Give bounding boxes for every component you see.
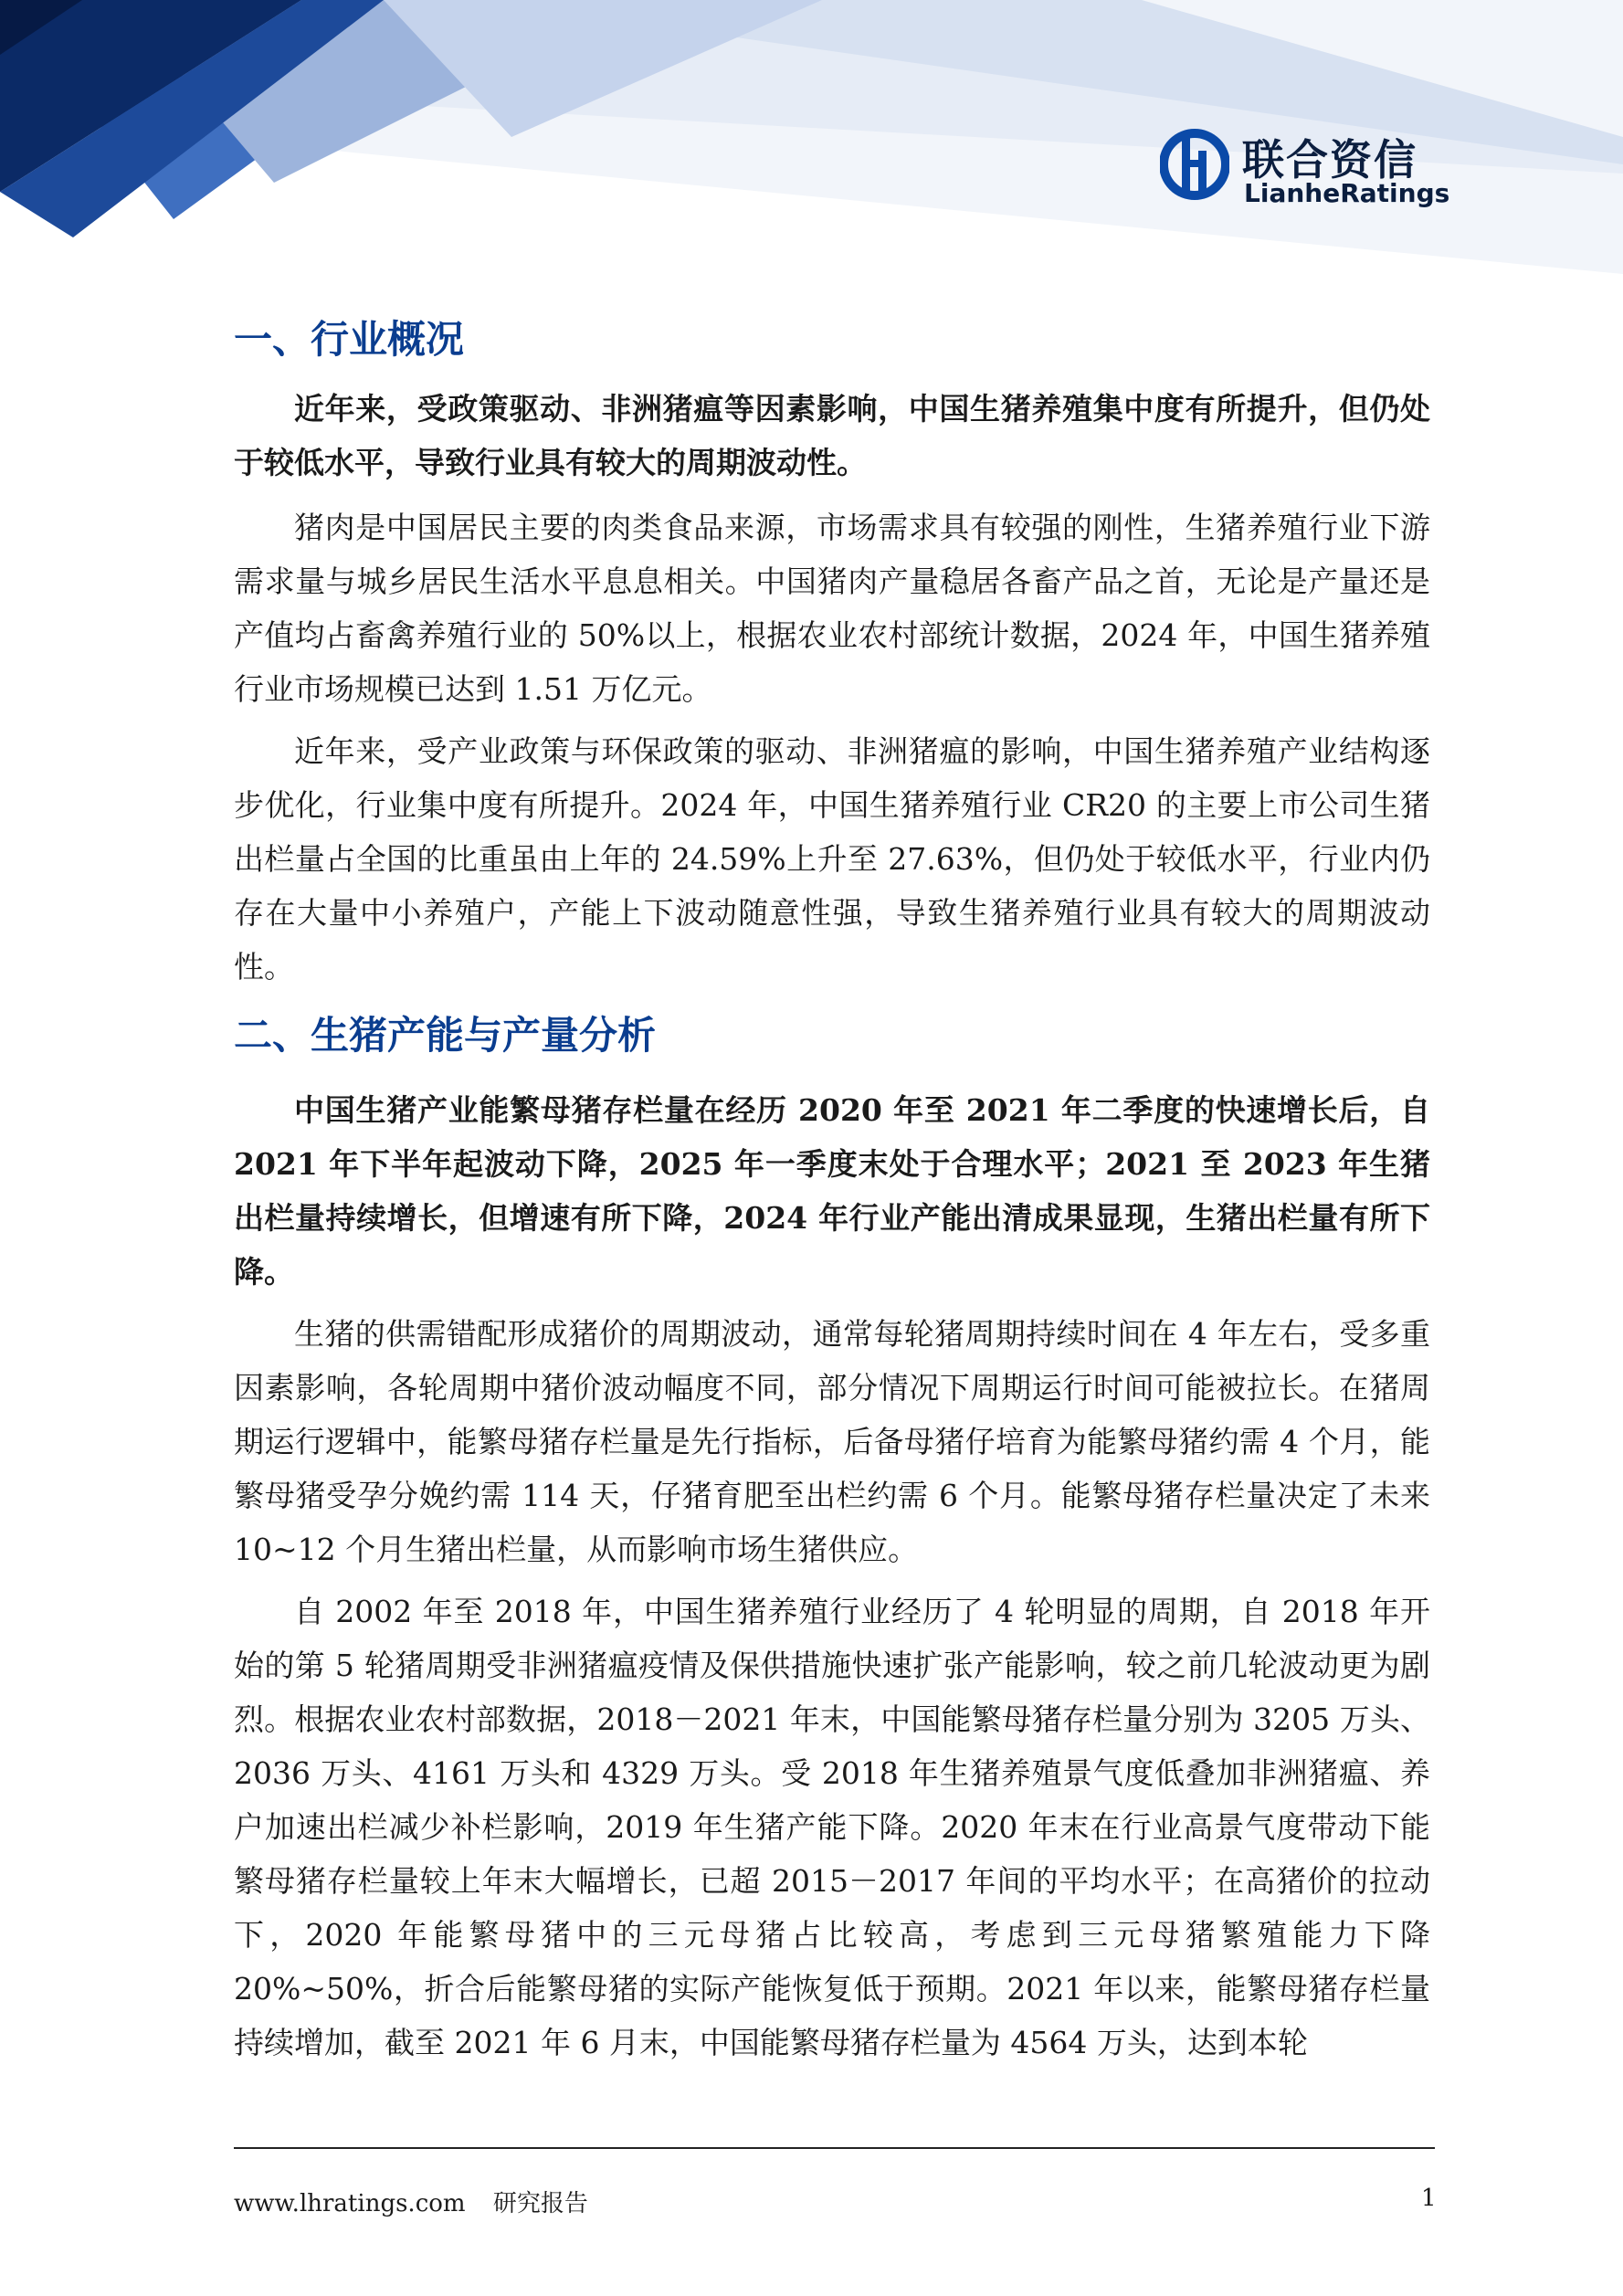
section-2-paragraph: 自 2002 年至 2018 年，中国生猪养殖行业经历了 4 轮明显的周期，自 2018 年开始的第 5 轮猪周期受非洲猪瘟疫情及保供措施快速扩张产能影响，较之前几轮波动更为剧烈。根据农业农村部数据，2018－2021 年末，中国能繁母猪存栏量分别为 3205 万头、2036 万头、4161 万头和 4329 万头。受 2018 年生猪养殖景气度低叠加非洲猪瘟、养户加速出栏减少补栏影响，2019 年生猪产能下降。2020 年末在行业高景气度带动下能繁母猪存栏量较上年末大幅增长，已超 2015－2017 年间的平均水平；在高猪价的拉动下，2020 年能繁母猪中的三元母猪占比较高，考虑到三元母猪繁殖能力下降 20%~50%，折合后能繁母猪的实际产能恢复低于预期。2021 年以来，能繁母猪存栏量持续增加，截至 2021 年 6 月末，中国能繁母猪存栏量为 4564 万头，达到本轮 — [234, 1594, 1430, 2060]
lianhe-logo-icon — [1160, 123, 1229, 205]
page-number: 1 — [1421, 2185, 1437, 2212]
section-1-paragraph: 猪肉是中国居民主要的肉类食品来源，市场需求具有较强的刚性，生猪养殖行业下游需求量与城乡居民生活水平息息相关。中国猪肉产量稳居各畜产品之首，无论是产量还是产值均占畜禽养殖行业的 50%以上，根据农业农村部统计数据，2024 年，中国生猪养殖行业市场规模已达到 1.51 万亿元。 — [234, 510, 1430, 707]
section-2-text — [234, 1083, 1430, 2070]
footer-divider — [234, 2147, 1435, 2149]
section-2-paragraph: 生猪的供需错配形成猪价的周期波动，通常每轮猪周期持续时间在 4 年左右，受多重因素影响，各轮周期中猪价波动幅度不同，部分情况下周期运行时间可能被拉长。在猪周期运行逻辑中，能繁母猪存栏量是先行指标，后备母猪仔培育为能繁母猪约需 4 个月，能繁母猪受孕分娩约需 114 天，仔猪育肥至出栏约需 6 个月。能繁母猪存栏量决定了未来 10~12 个月生猪出栏量，从而影响市场生猪供应。 — [234, 1316, 1430, 1567]
section-heading-2: 二、生猪产能与产量分析 — [234, 1013, 657, 1058]
footer-label: 研究报告 — [492, 2190, 588, 2217]
footer-info — [234, 2185, 608, 2218]
brand-name-cn: 联合资信 — [1242, 135, 1417, 184]
section-1-text — [234, 382, 1430, 994]
brand-logo — [1160, 123, 1452, 215]
section-heading-1: 一、行业概况 — [234, 317, 465, 362]
brand-name-en: LianheRatings — [1244, 178, 1450, 208]
section-1-lead: 近年来，受政策驱动、非洲猪瘟等因素影响，中国生猪养殖集中度有所提升，但仍处于较低水平，导致行业具有较大的周期波动性。 — [234, 391, 1430, 480]
section-2-lead: 中国生猪产业能繁母猪存栏量在经历 2020 年至 2021 年二季度的快速增长后，自 2021 年下半年起波动下降，2025 年一季度末处于合理水平；2021 至 2023 年生猪出栏量持续增长，但增速有所下降，2024 年行业产能出清成果显现，生猪出栏量有所下降。 — [234, 1092, 1430, 1290]
section-1-paragraph: 近年来，受产业政策与环保政策的驱动、非洲猪瘟的影响，中国生猪养殖产业结构逐步优化，行业集中度有所提升。2024 年，中国生猪养殖行业 CR20 的主要上市公司生猪出栏量占全国的比重虽由上年的 24.59%上升至 27.63%，但仍处于较低水平，行业内仍存在大量中小养殖户，产能上下波动随意性强，导致生猪养殖行业具有较大的周期波动性。 — [234, 733, 1430, 985]
footer-website[interactable]: www.lhratings.com — [234, 2190, 466, 2217]
